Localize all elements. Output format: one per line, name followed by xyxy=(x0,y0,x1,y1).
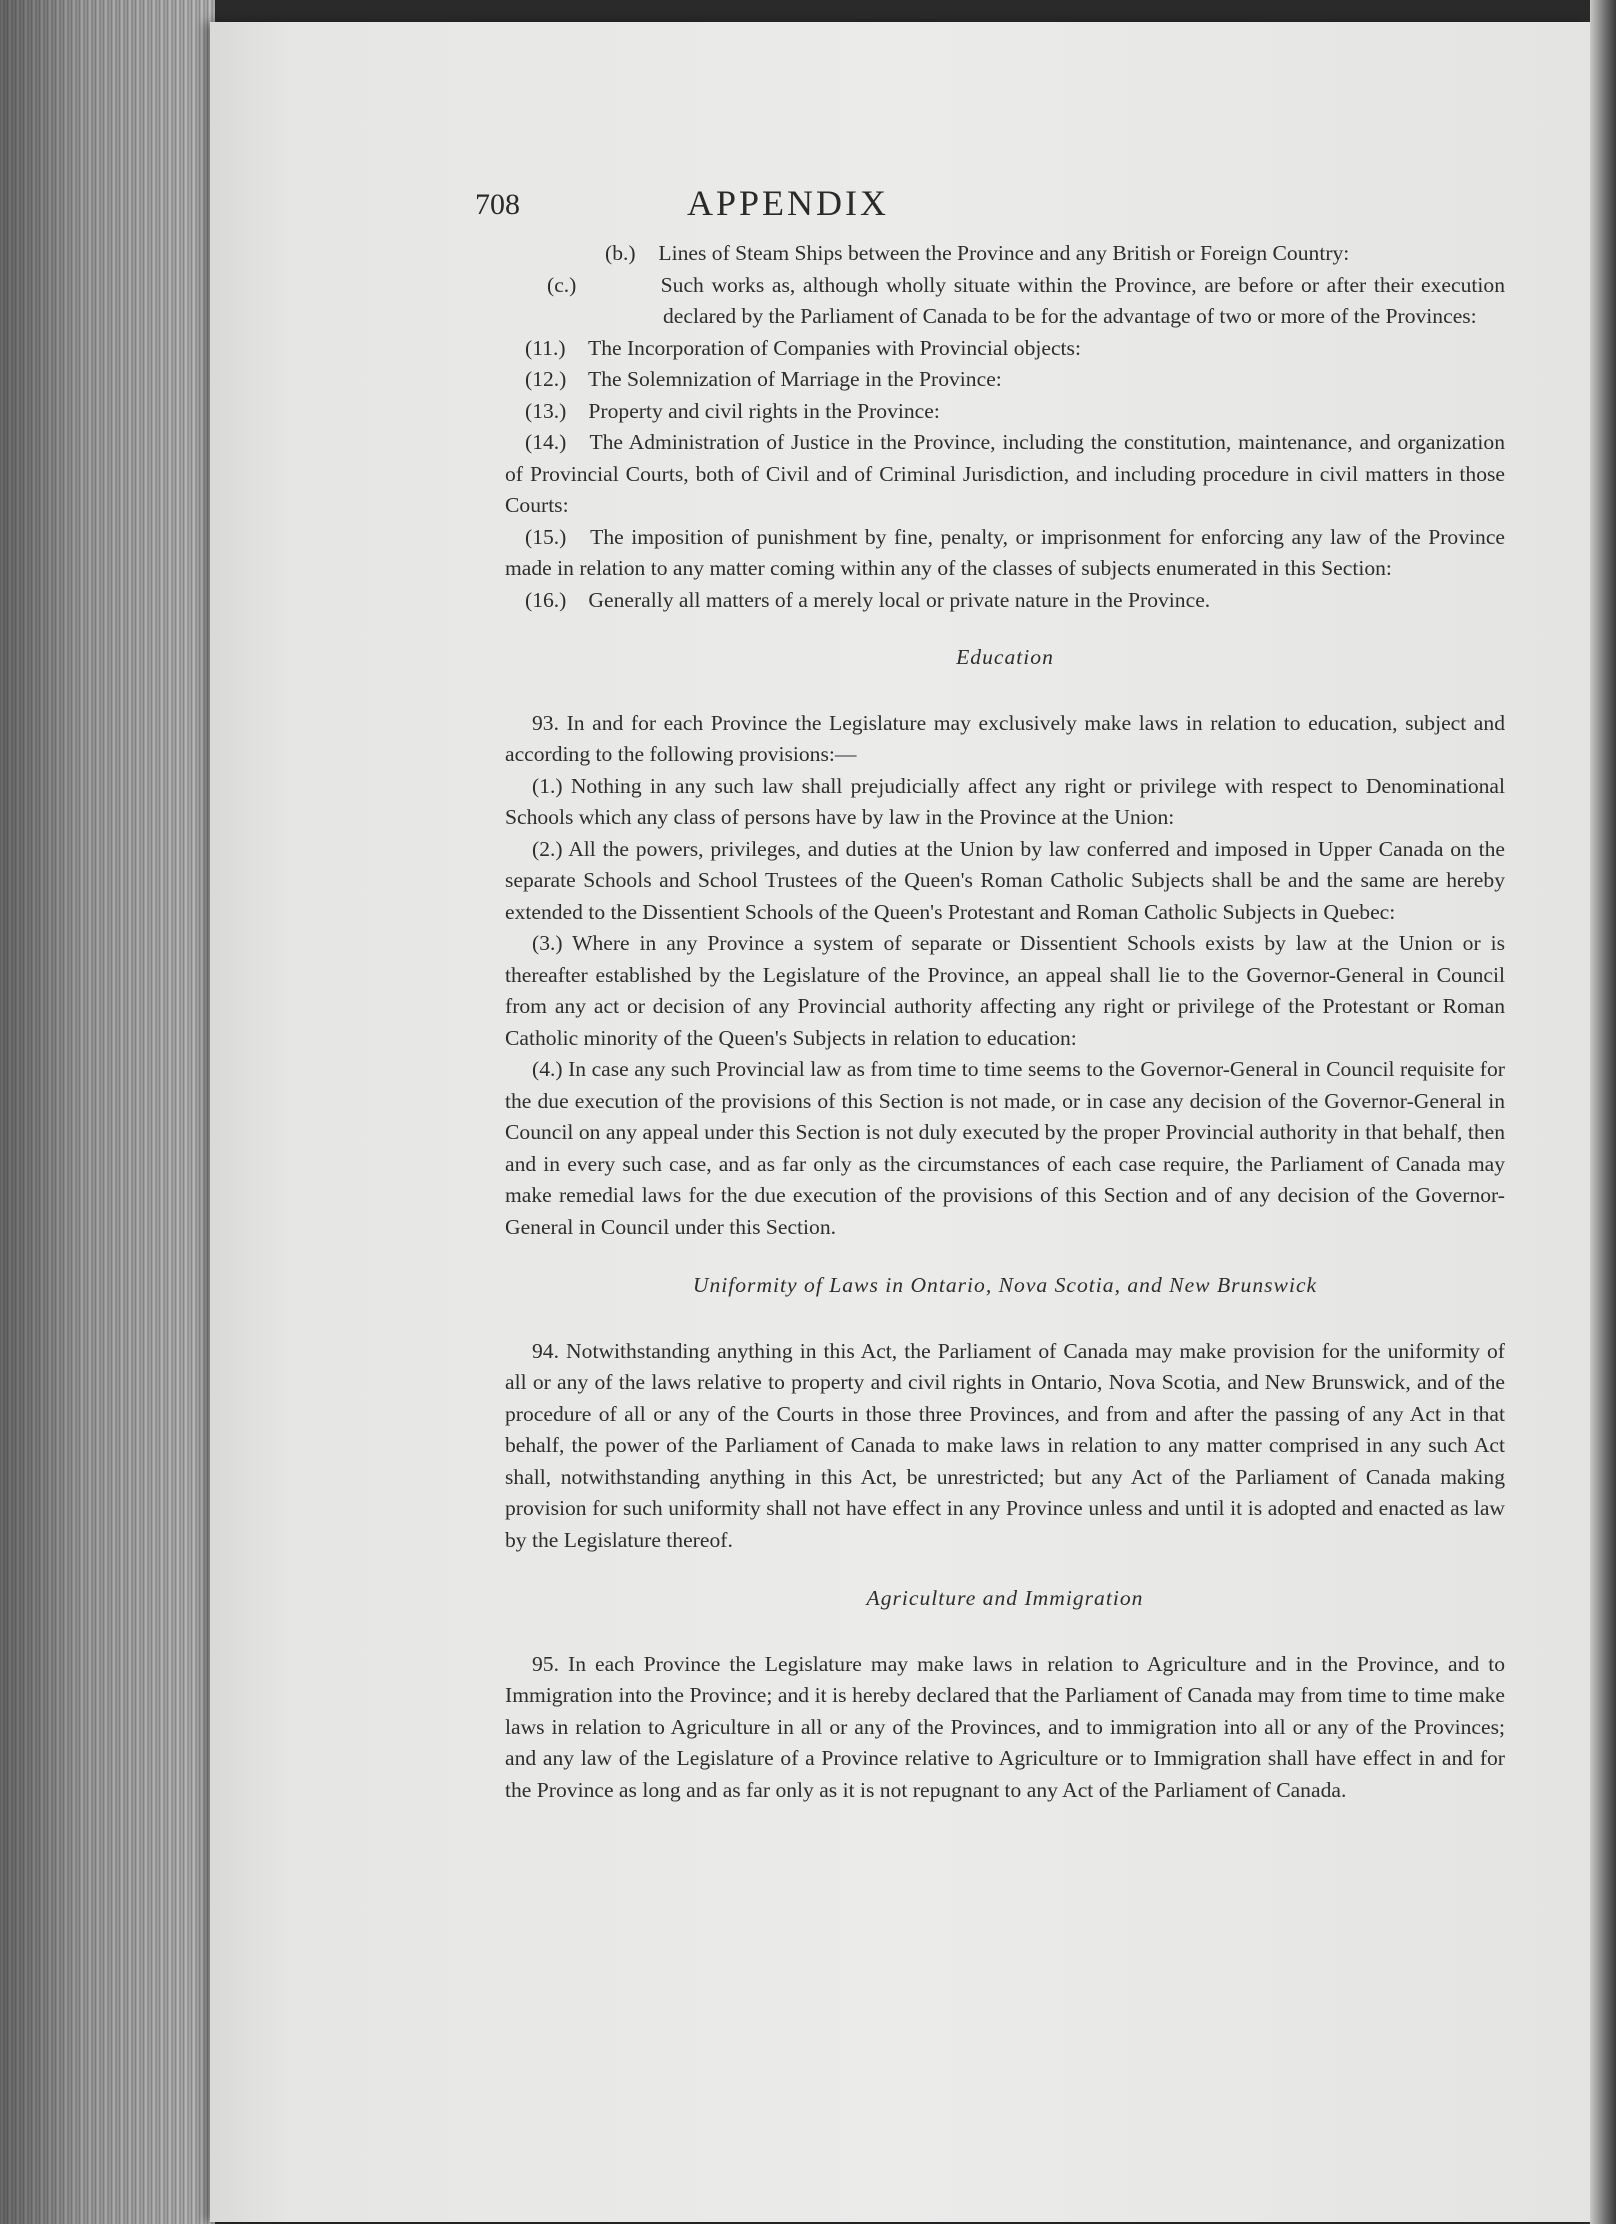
section-heading-uniformity: Uniformity of Laws in Ontario, Nova Scotia, and New Brunswick xyxy=(692,1273,1318,1297)
list-item xyxy=(525,396,1505,428)
list-item xyxy=(525,585,1505,617)
item-text: The Solemnization of Marriage in the Province: xyxy=(588,367,1002,391)
list-item xyxy=(525,364,1505,396)
item-text: Generally all matters of a merely local or private nature in the Province. xyxy=(588,587,1211,612)
list-item xyxy=(605,238,1505,270)
section-heading-education: Education xyxy=(956,645,1054,669)
item-marker: (16.) xyxy=(525,587,567,612)
section-94: 94. Notwithstanding anything in this Act, the Parliament of Canada may make provision for the uniformity of all or any of the laws relative to property and civil rights in Ontario, Nova Scotia, and New Brunswick, and of the procedure of all or any of the Courts in those three Provinces, and from and after the passing of any Act in that behalf, the power of the Parliament of Canada to make laws in relation to any matter comprised in any such Act shall, notwithstanding anything in this Act, be unrestricted; but any Act of the Parliament of Canada making provision for such uniformity shall not have effect in any Province unless and until it is adopted and enacted as law by the Legislature thereof. xyxy=(505,1338,1505,1552)
item-marker: (14.) xyxy=(525,430,567,454)
item-marker: (c.) xyxy=(547,272,577,297)
item-marker: (12.) xyxy=(525,367,567,391)
item-text: Such works as, although wholly situate within the Province, are before or after their execution declared by the Parliament of Canada to be for the advantage of two or more of the Provinces: xyxy=(660,272,1505,328)
item-text: The Administration of Justice in the Province, including the constitution, maintenance, and organization of Provincial Courts, both of Civil and of Criminal Jurisdiction, and including procedure in civil matters in those Courts: xyxy=(505,430,1506,517)
provision-2: (2.) All the powers, privileges, and duties at the Union by law conferred and imposed in Upper Canada on the separate Schools and School Trustees of the Queen's Roman Catholic Subjects shall be and the same are hereby extended to the Dissentient Schools of the Queen's Protestant and Roman Catholic Subjects in Quebec: xyxy=(505,836,1505,924)
item-marker: (13.) xyxy=(525,398,567,423)
running-head-text: APPENDIX xyxy=(686,183,889,223)
book-page-edges xyxy=(0,0,215,2224)
list-item xyxy=(505,522,1505,585)
item-marker: (15.) xyxy=(525,524,567,549)
page-body xyxy=(505,238,1505,1806)
page-number: 708 xyxy=(475,188,520,221)
list-item xyxy=(505,427,1505,522)
item-marker: (b.) xyxy=(605,241,636,265)
provision-1: (1.) Nothing in any such law shall prejudicially affect any right or privilege with respect to Denominational Schools which any class of persons have by law in the Province at the Union: xyxy=(505,773,1505,829)
provision-4: (4.) In case any such Provincial law as from time to time seems to the Governor-General in Council requisite for the due execution of the provisions of this Section is not made, or in case any decision of the Governor-General in Council on any appeal under this Section is not duly executed by the proper Provincial authority in that behalf, then and in every such case, and as far only as the circumstances of each case require, the Parliament of Canada may make remedial laws for the due execution of the provisions of this Section and of any decision of the Governor-General in Council under this Section. xyxy=(505,1057,1505,1239)
item-marker: (11.) xyxy=(525,335,566,360)
running-head xyxy=(0,182,1616,224)
provision-3: (3.) Where in any Province a system of separate or Dissentient Schools exists by law at the Union or is thereafter established by the Legislature of the Province, an appeal shall lie to the Governor-General in Council from any act or decision of any Provincial authority affecting any right or privilege of the Protestant or Roman Catholic minority of the Queen's Subjects in relation to education: xyxy=(505,931,1505,1050)
list-item xyxy=(525,333,1505,365)
section-heading-agriculture: Agriculture and Immigration xyxy=(866,1586,1144,1610)
section-95: 95. In each Province the Legislature may make laws in relation to Agriculture and in the Province, and to Immigration into the Province; and it is hereby declared that the Parliament of Canada may from time to time make laws in relation to Agriculture in all or any of the Provinces, and to immigration into all or any of the Provinces; and any law of the Legislature of a Province relative to Agriculture or to Immigration shall have effect in and for the Province as long and as far only as it is not repugnant to any Act of the Parliament of Canada. xyxy=(505,1651,1505,1802)
item-text: Lines of Steam Ships between the Province and any British or Foreign Country: xyxy=(658,241,1350,265)
list-item xyxy=(547,270,1505,333)
item-text: The imposition of punishment by fine, penalty, or imprisonment for enforcing any law of the Province made in relation to any matter coming within any of the classes of subjects enumerated in this Section: xyxy=(505,524,1505,580)
item-text: Property and civil rights in the Province: xyxy=(588,398,940,423)
item-text: The Incorporation of Companies with Provincial objects: xyxy=(588,335,1081,360)
section-93-intro: 93. In and for each Province the Legislature may exclusively make laws in relation to education, subject and according to the following provisions:— xyxy=(505,710,1505,766)
book-spine-shadow xyxy=(1590,0,1616,2224)
